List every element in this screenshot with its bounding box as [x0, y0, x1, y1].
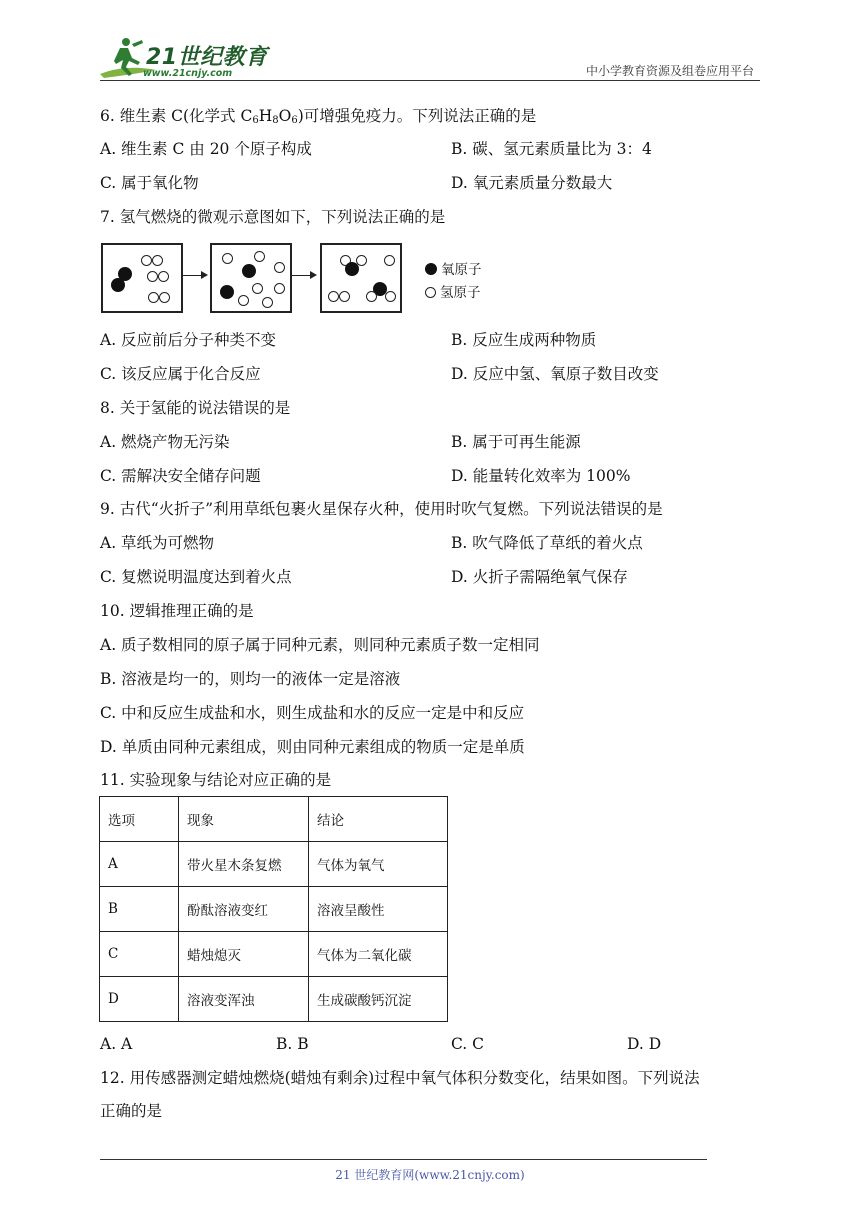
hydrogen-legend-icon: [425, 287, 436, 298]
hydrogen-atom: [222, 253, 233, 264]
question-10-option-a: A. 质子数相同的原子属于同种元素，则同种元素质子数一定相同: [100, 636, 540, 654]
question-11-option-c: C. C: [451, 1035, 485, 1053]
legend-oxygen: 氧原子: [425, 262, 482, 278]
table-cell: 酚酞溶液变红: [179, 887, 309, 932]
question-7-option-b: B. 反应生成两种物质: [451, 331, 597, 349]
table-row: [100, 887, 448, 932]
arrow-icon: [182, 275, 206, 276]
hydrogen-atom: [384, 255, 395, 266]
hydrogen-atom: [159, 292, 170, 303]
question-9-option-d: D. 火折子需隔绝氧气保存: [451, 568, 628, 586]
question-9-option-c: C. 复燃说明温度达到着火点: [100, 568, 292, 586]
hydrogen-atom: [328, 291, 339, 302]
table-header-row: [100, 797, 448, 842]
legend-hydrogen: 氢原子: [425, 285, 481, 301]
hydrogen-atom: [366, 291, 377, 302]
table-cell: 溶液呈酸性: [309, 887, 448, 932]
table-header-cell: 结论: [309, 797, 448, 842]
question-6-option-d: D. 氧元素质量分数最大: [451, 174, 613, 192]
table-cell: 蜡烛熄灭: [179, 932, 309, 977]
question-6-option-a: A. 维生素 C 由 20 个原子构成: [100, 140, 312, 158]
arrow-icon: [291, 275, 315, 276]
question-7-option-d: D. 反应中氢、氧原子数目改变: [451, 365, 659, 383]
hydrogen-atom: [152, 255, 163, 266]
table-cell: 溶液变浑浊: [179, 977, 309, 1022]
intermediate-box: [210, 243, 292, 313]
question-10-option-d: D. 单质由同种元素组成，则由同种元素组成的物质一定是单质: [100, 738, 525, 756]
hydrogen-atom: [339, 291, 350, 302]
question-7-stem: 7. 氢气燃烧的微观示意图如下，下列说法正确的是: [100, 208, 446, 226]
table-cell: 气体为二氧化碳: [309, 932, 448, 977]
hydrogen-atom: [274, 283, 285, 294]
table-cell: B: [100, 887, 179, 932]
table-cell: D: [100, 977, 179, 1022]
experiment-table: [99, 796, 448, 1022]
question-8-option-a: A. 燃烧产物无污染: [100, 433, 230, 451]
table-row: [100, 932, 448, 977]
question-11-option-d: D. D: [627, 1035, 662, 1053]
header-divider: [100, 80, 760, 81]
oxygen-legend-icon: [425, 263, 437, 275]
hydrogen-atom: [385, 291, 396, 302]
hydrogen-atom: [254, 251, 265, 262]
question-8-option-c: C. 需解决安全储存问题: [100, 467, 261, 485]
table-row: [100, 977, 448, 1022]
question-7-option-a: A. 反应前后分子种类不变: [100, 331, 277, 349]
question-6-option-c: C. 属于氧化物: [100, 174, 199, 192]
question-11-option-b: B. B: [276, 1035, 309, 1053]
hydrogen-atom: [252, 283, 263, 294]
hydrogen-atom: [147, 271, 158, 282]
question-10-option-c: C. 中和反应生成盐和水，则生成盐和水的反应一定是中和反应: [100, 704, 525, 722]
table-cell: 气体为氧气: [309, 842, 448, 887]
footer-text: 21 世纪教育网(www.21cnjy.com): [335, 1168, 525, 1182]
table-cell: 带火星木条复燃: [179, 842, 309, 887]
question-12-stem-line1: 12. 用传感器测定蜡烛燃烧(蜡烛有剩余)过程中氧气体积分数变化，结果如图。下列说法: [100, 1069, 700, 1087]
table-cell: 生成碳酸钙沉淀: [309, 977, 448, 1022]
hydrogen-atom: [274, 262, 285, 273]
table-header-cell: 选项: [100, 797, 179, 842]
question-7-option-c: C. 该反应属于化合反应: [100, 365, 261, 383]
oxygen-atom: [345, 262, 359, 276]
question-8-stem: 8. 关于氢能的说法错误的是: [100, 399, 291, 417]
question-9-option-a: A. 草纸为可燃物: [100, 534, 215, 552]
logo-url: www.21cnjy.com: [143, 68, 233, 79]
question-10-stem: 10. 逻辑推理正确的是: [100, 602, 254, 620]
hydrogen-atom: [141, 255, 152, 266]
question-12-stem-line2: 正确的是: [100, 1102, 163, 1120]
question-6-option-b: B. 碳、氢元素质量比为 3：4: [451, 140, 652, 158]
hydrogen-atom: [158, 271, 169, 282]
oxygen-atom: [111, 278, 125, 292]
table-row: [100, 842, 448, 887]
footer-divider: [100, 1159, 707, 1160]
question-8-option-b: B. 属于可再生能源: [451, 433, 581, 451]
question-11-stem: 11. 实验现象与结论对应正确的是: [100, 771, 332, 789]
table-cell: A: [100, 842, 179, 887]
table-cell: C: [100, 932, 179, 977]
question-9-option-b: B. 吹气降低了草纸的着火点: [451, 534, 643, 552]
oxygen-atom: [220, 285, 234, 299]
hydrogen-atom: [262, 297, 273, 308]
question-8-option-d: D. 能量转化效率为 100%: [451, 467, 631, 485]
reactant-box: [101, 243, 183, 313]
platform-name: 中小学教育资源及组卷应用平台: [585, 64, 754, 78]
table-header-cell: 现象: [179, 797, 309, 842]
logo-text: 21世纪教育: [146, 45, 268, 70]
oxygen-atom: [242, 264, 256, 278]
question-11-option-a: A. A: [100, 1035, 133, 1053]
hydrogen-atom: [238, 295, 249, 306]
question-10-option-b: B. 溶液是均一的，则均一的液体一定是溶液: [100, 670, 401, 688]
question-9-stem: 9. 古代“火折子”利用草纸包裹火星保存火种，使用时吹气复燃。下列说法错误的是: [100, 500, 663, 518]
question-6-stem: 6. 维生素 C(化学式 $C_6H_8O_6$)可增强免疫力。下列说法正确的是: [100, 107, 537, 126]
product-box: [320, 243, 402, 313]
hydrogen-atom: [148, 292, 159, 303]
